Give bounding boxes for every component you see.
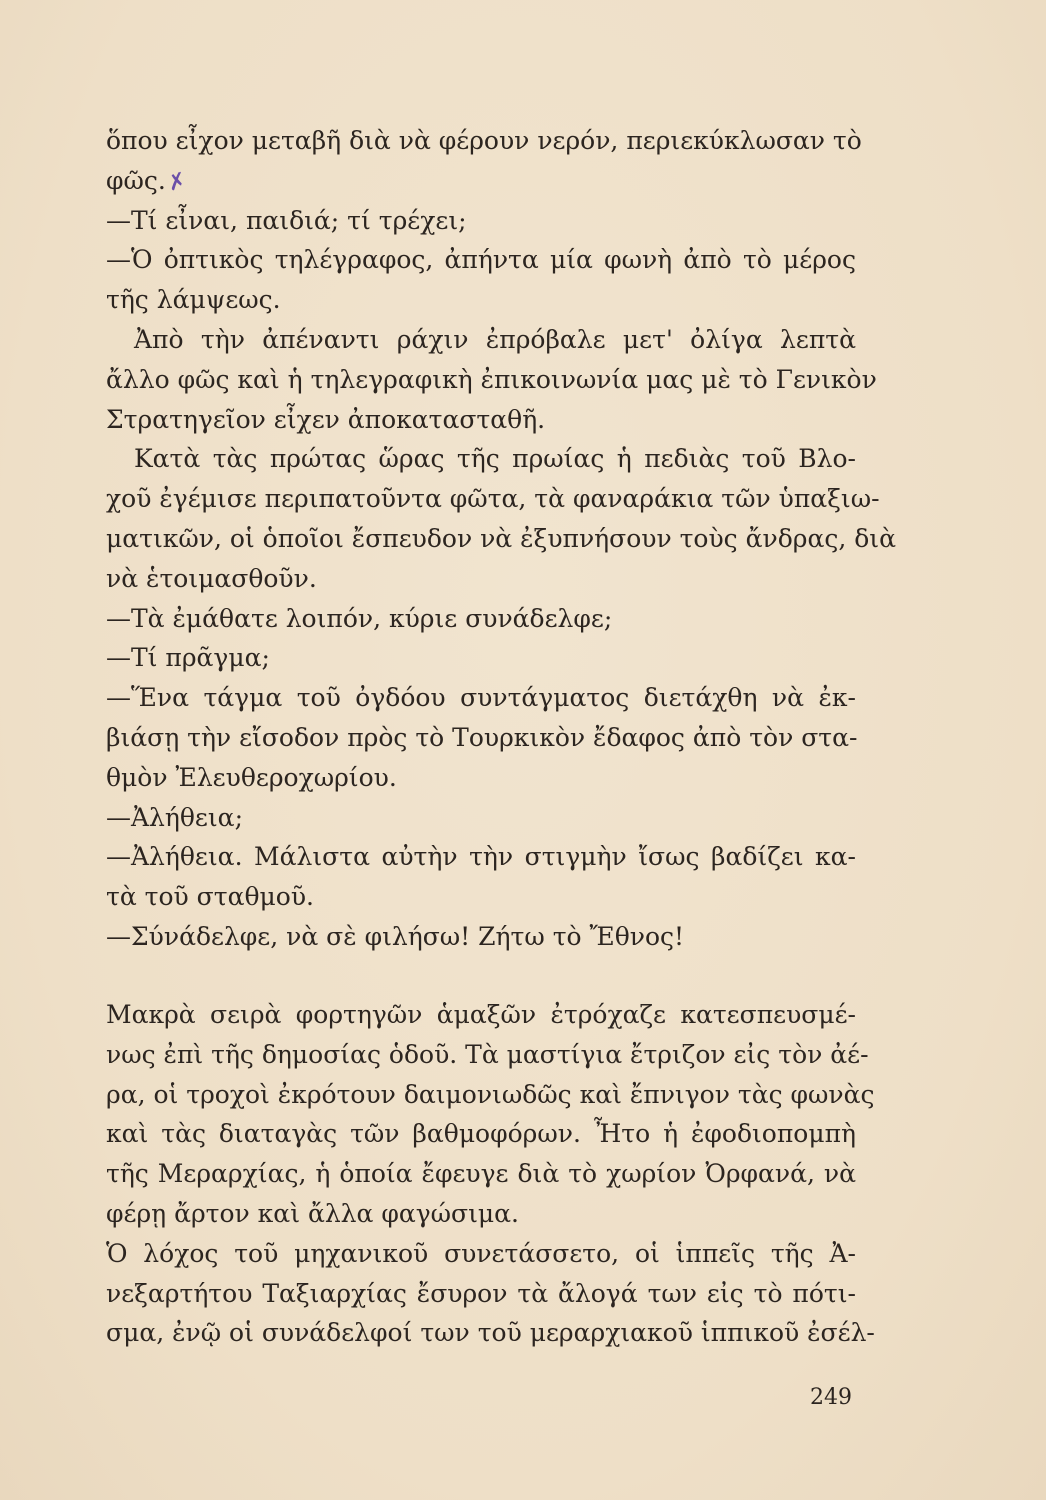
text-line: τῆς Μεραρχίας, ἡ ὁποία ἔφευγε διὰ τὸ χωρίον Ὀρφανά, νὰ <box>106 1159 856 1189</box>
text-line: ἄλλο φῶς καὶ ἡ τηλεγραφικὴ ἐπικοινωνία μας μὲ τὸ Γενικὸν <box>106 364 877 394</box>
text-line-content: φῶς. <box>106 165 166 195</box>
text-line: Ὁ λόχος τοῦ μηχανικοῦ συνετάσσετο, οἱ ἱππεῖς τῆς Ἀ- <box>106 1238 856 1268</box>
text-line: —Τί εἶναι, παιδιά; τί τρέχει; <box>106 205 467 235</box>
text-line: βιάσῃ τὴν εἴσοδον πρὸς τὸ Τουρκικὸν ἔδαφος ἀπὸ τὸν στα- <box>106 722 858 752</box>
text-line: τῆς λάμψεως. <box>106 285 281 315</box>
text-line: θμὸν Ἐλευθεροχωρίου. <box>106 762 397 792</box>
text-line: Στρατηγεῖον εἶχεν ἀποκατασταθῆ. <box>106 404 546 434</box>
margin-check-mark: ✗ <box>164 167 190 197</box>
text-line: —Ἕνα τάγμα τοῦ ὀγδόου συντάγματος διετάχθη νὰ ἐκ- <box>106 683 856 713</box>
text-line: Ἀπὸ τὴν ἀπέναντι ράχιν ἐπρόβαλε μετ' ὀλίγα λεπτὰ <box>134 324 856 354</box>
text-line: ματικῶν, οἱ ὁποῖοι ἔσπευδον νὰ ἐξυπνήσουν τοὺς ἄνδρας, διὰ <box>106 523 896 553</box>
text-line: σμα, ἐνῷ οἱ συνάδελφοί των τοῦ μεραρχιακοῦ ἱππικοῦ ἐσέλ- <box>106 1318 875 1348</box>
text-line: —Σύνάδελφε, νὰ σὲ φιλήσω! Ζήτω τὸ Ἔθνος! <box>106 921 685 951</box>
text-line: νεξαρτήτου Ταξιαρχίας ἔσυρον τὰ ἄλογά των εἰς τὸ πότι- <box>106 1278 856 1308</box>
text-line: —Ἀλήθεια; <box>106 802 243 832</box>
text-line: καὶ τὰς διαταγὰς τῶν βαθμοφόρων. Ἦτο ἡ ἐφοδιοπομπὴ <box>106 1119 856 1149</box>
text-line: —Ἀλήθεια. Μάλιστα αὐτὴν τὴν στιγμὴν ἴσως βαδίζει κα- <box>106 842 856 872</box>
text-section-narrative <box>106 995 875 1353</box>
text-line: —Ὁ ὀπτικὸς τηλέγραφος, ἀπήντα μία φωνὴ ἀπὸ τὸ μέρος <box>106 245 856 275</box>
text-line: ρα, οἱ τροχοὶ ἐκρότουν δαιμονιωδῶς καὶ ἔπνιγον τὰς φωνὰς <box>106 1079 875 1109</box>
text-section-dialogue <box>106 121 896 957</box>
text-line: νως ἐπὶ τῆς δημοσίας ὁδοῦ. Τὰ μαστίγια ἔτριζον εἰς τὸν ἀέ- <box>106 1039 869 1069</box>
text-line: φέρῃ ἄρτον καὶ ἄλλα φαγώσιμα. <box>106 1198 520 1228</box>
text-line <box>106 161 856 201</box>
text-line: χοῦ ἐγέμισε περιπατοῦντα φῶτα, τὰ φαναράκια τῶν ὑπαξιω- <box>106 484 880 514</box>
text-line: —Τὰ ἐμάθατε λοιπόν, κύριε συνάδελφε; <box>106 603 613 633</box>
text-line: ὅπου εἶχον μεταβῆ διὰ νὰ φέρουν νερόν, περιεκύκλωσαν τὸ <box>106 126 862 155</box>
text-line: Κατὰ τὰς πρώτας ὥρας τῆς πρωίας ἡ πεδιὰς τοῦ Βλο- <box>134 444 856 474</box>
text-line: τὰ τοῦ σταθμοῦ. <box>106 882 314 912</box>
page-number: 249 <box>810 1385 852 1410</box>
text-line: νὰ ἑτοιμασθοῦν. <box>106 563 317 593</box>
text-line: Μακρὰ σειρὰ φορτηγῶν ἁμαξῶν ἐτρόχαζε κατεσπευσμέ- <box>106 1000 856 1029</box>
text-line: —Τί πρᾶγμα; <box>106 643 270 673</box>
